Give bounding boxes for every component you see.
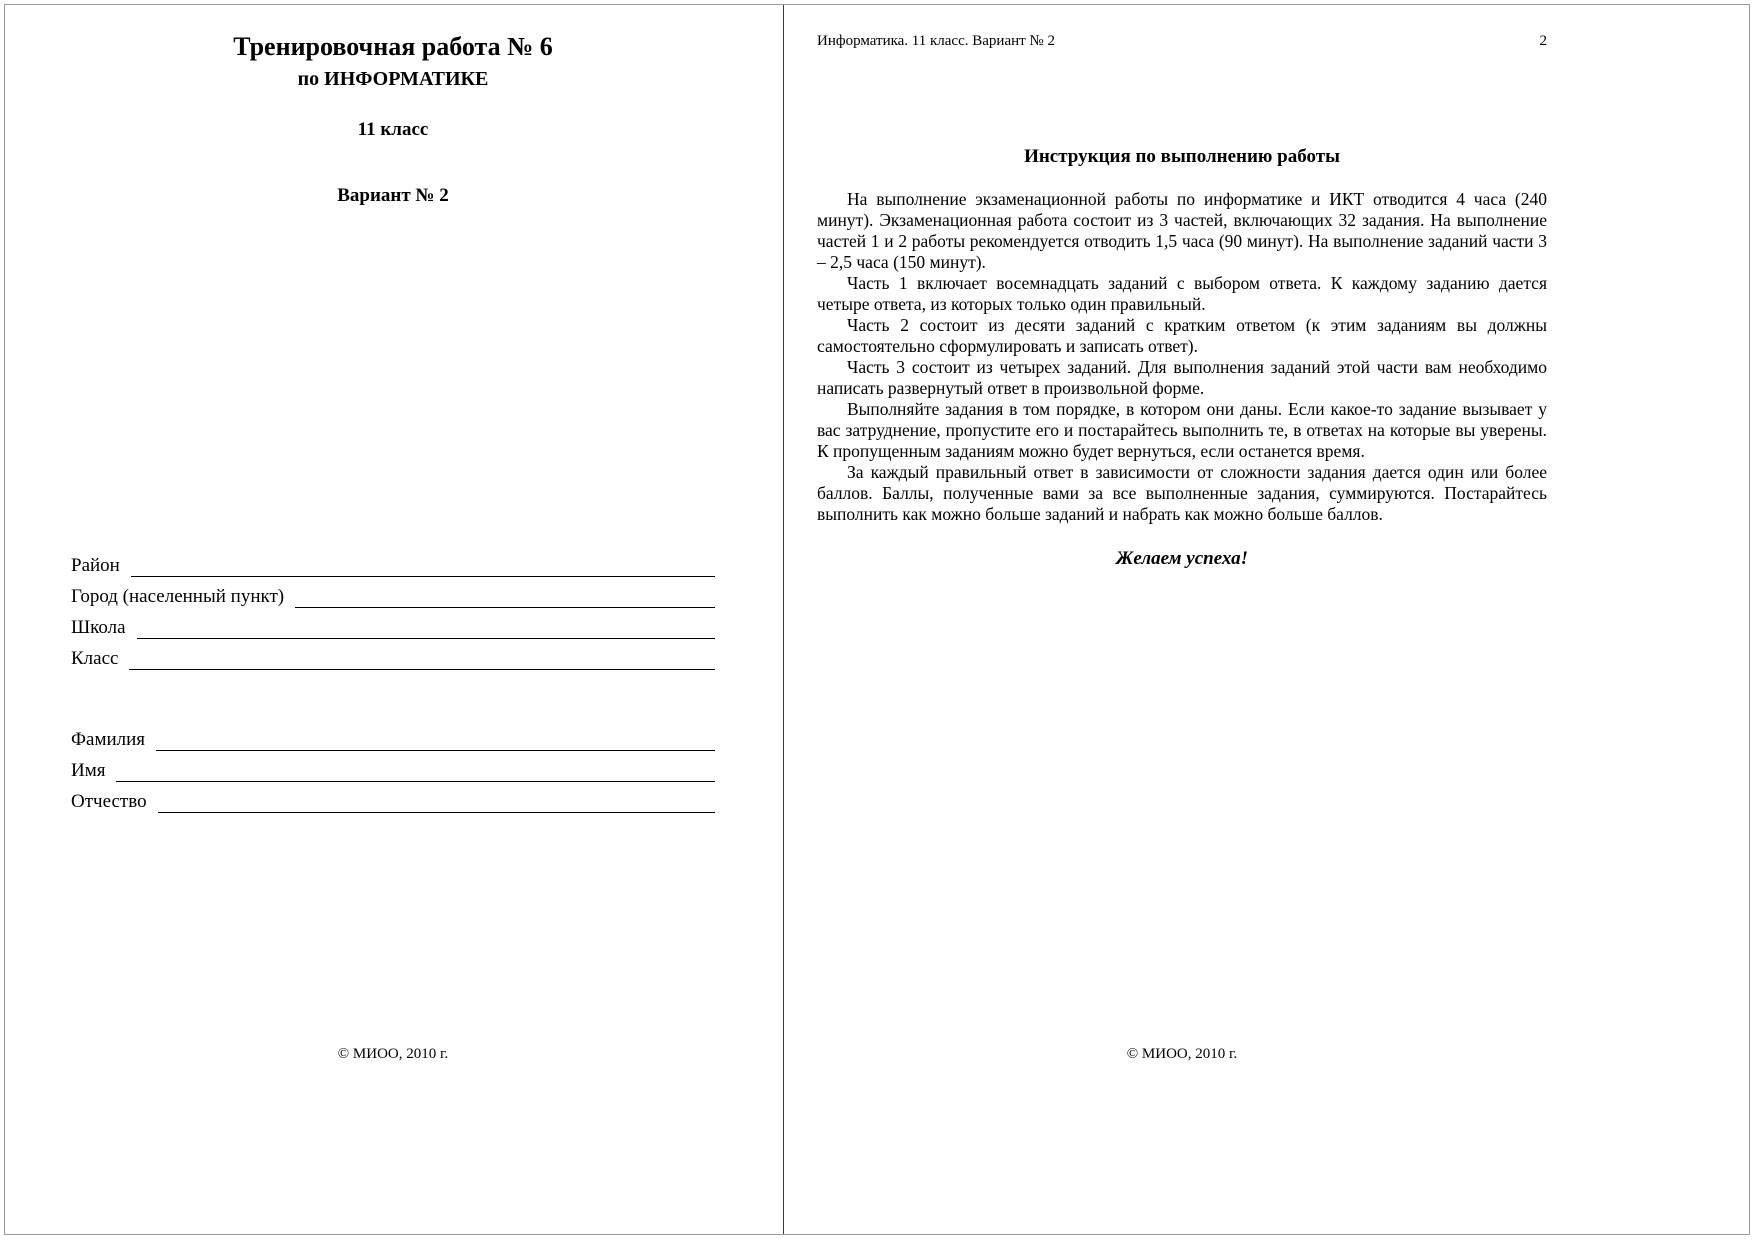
field-line-district [131,556,715,577]
field-line-firstname [116,761,715,782]
page-subtitle: по ИНФОРМАТИКЕ [297,68,489,90]
instruction-paragraph: Часть 1 включает восемнадцать заданий с выбором ответа. К каждому заданию дается четыре ответа, из которых только один правильный. [817,273,1547,314]
instruction-paragraph: На выполнение экзаменационной работы по информатике и ИКТ отводится 4 часа (240 минут). Экзаменационная работа состоит из 3 частей, включающих 32 задания. На выполнение частей 1 и 2 работы рекомендуется отводить 1,5 часа (90 минут). На выполнение заданий части 3 – 2,5 часа (150 минут). [817,189,1547,272]
field-label-district: Район [71,555,120,576]
instruction-paragraph: Часть 3 состоит из четырех заданий. Для выполнения заданий этой части вам необходимо написать развернутый ответ в произвольной форме. [817,357,1547,398]
field-row-firstname [71,753,715,784]
instruction-paragraph: Выполняйте задания в том порядке, в котором они даны. Если какое-то задание вызывает у вас затруднение, пропустите его и постарайтесь выполнить те, в ответах на которые вы уверены. К пропущенным заданиям можно будет вернуться, если останется время. [817,399,1547,461]
person-fields-group [71,722,715,815]
field-label-surname: Фамилия [71,729,146,750]
instruction-paragraph: Часть 2 состоит из десяти заданий с кратким ответом (к этим заданиям вы должны самостоятельно сформулировать и записать ответ). [817,315,1547,356]
title-block [71,31,715,208]
closing-message: Желаем успеха! [1115,548,1249,569]
variant-label: Вариант № 2 [337,185,449,206]
document-spread [4,4,1750,1235]
field-row-district [71,548,715,579]
page-title: Тренировочная работа № 6 [233,32,553,61]
instructions-heading: Инструкция по выполнению работы [1024,146,1340,167]
running-header-title: Информатика. 11 класс. Вариант № 2 [817,33,1055,49]
field-label-school: Школа [71,617,126,638]
page-right [784,5,1749,1234]
field-label-firstname: Имя [71,760,106,781]
field-row-class [71,641,715,672]
field-label-class: Класс [71,648,119,669]
left-page-footer: © МИОО, 2010 г. [337,1046,449,1062]
field-line-city [295,587,715,608]
running-header [817,32,1547,50]
page-left [5,5,783,1234]
field-row-patronymic [71,784,715,815]
instruction-paragraph: За каждый правильный ответ в зависимости от сложности задания дается один или более баллов. Баллы, полученные вами за все выполненные задания, суммируются. Постарайтесь выполнить как можно больше заданий и набрать как можно больше баллов. [817,462,1547,524]
field-line-class [129,649,715,670]
page-number: 2 [1539,33,1547,49]
field-line-surname [156,730,715,751]
right-page-footer: © МИОО, 2010 г. [1126,1046,1238,1062]
field-line-school [137,618,715,639]
location-fields-group [71,548,715,672]
field-row-city [71,579,715,610]
field-label-city: Город (населенный пункт) [71,586,285,607]
field-label-patronymic: Отчество [71,791,147,812]
grade-label: 11 класс [357,119,429,140]
field-row-surname [71,722,715,753]
field-line-patronymic [158,792,715,813]
field-row-school [71,610,715,641]
instructions-block [817,145,1547,571]
